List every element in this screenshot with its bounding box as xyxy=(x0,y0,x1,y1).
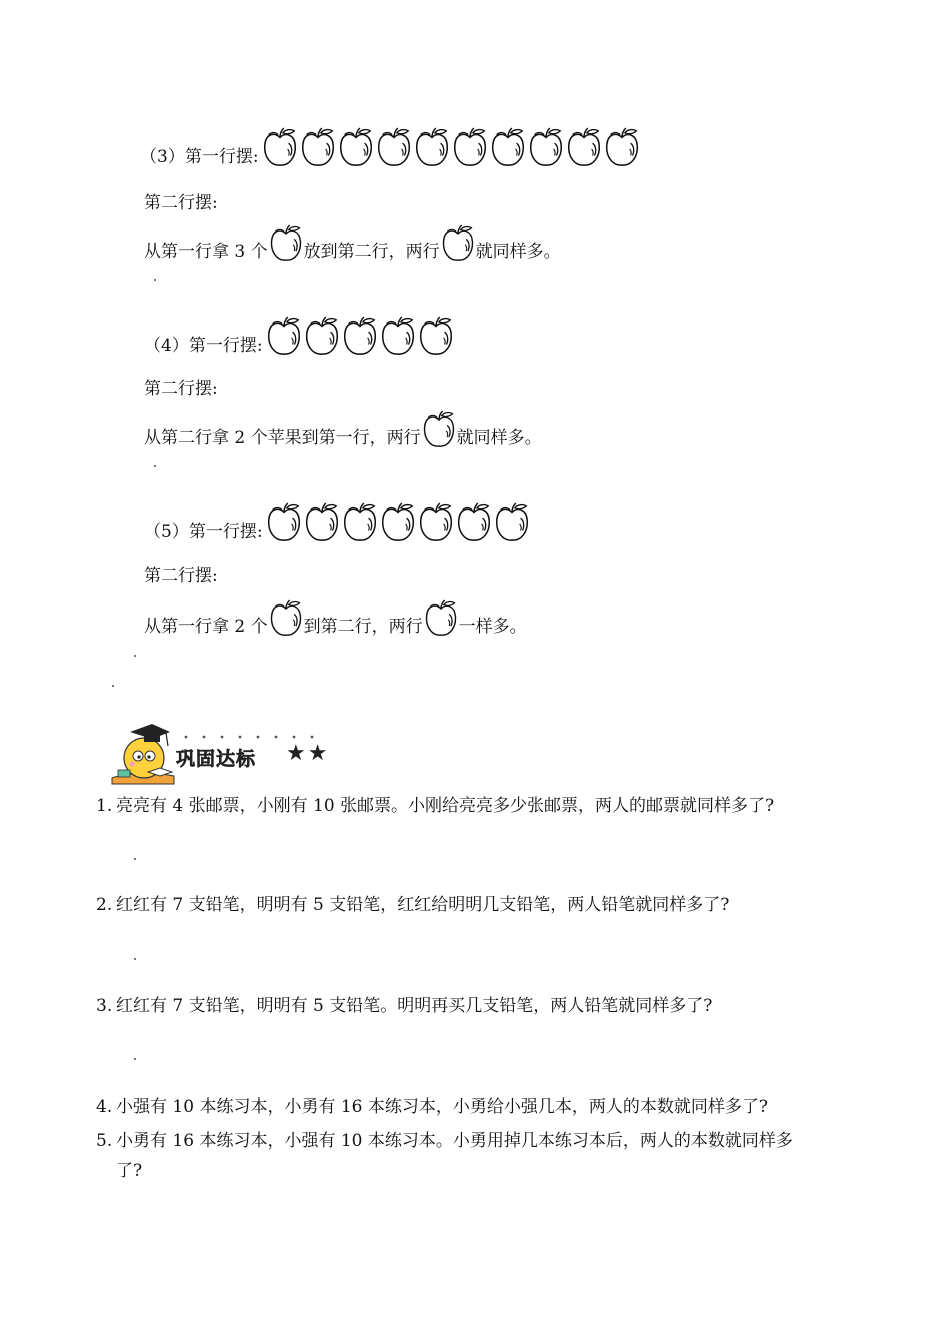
instruction-text: 到第二行，两行 xyxy=(303,617,423,637)
question-3 xyxy=(96,991,712,1021)
apple-icon xyxy=(299,126,337,168)
exercise-4-row1 xyxy=(144,313,455,357)
question-text: 亮亮有 4 张邮票，小刚有 10 张邮票。小刚给亮亮多少张邮票，两人的邮票就同样多了? xyxy=(116,796,775,816)
instruction-text: 就同样多。 xyxy=(475,242,561,262)
instruction-text: 从第一行拿 2 个 xyxy=(144,617,268,637)
apple-icon xyxy=(603,126,641,168)
question-number: 3. xyxy=(96,996,113,1016)
question-number: 4. xyxy=(96,1097,113,1117)
apple-icon xyxy=(489,126,527,168)
exercise-5-row2-label: 第二行摆: xyxy=(144,566,218,586)
apple-icon xyxy=(265,501,303,543)
apple-icon xyxy=(417,501,455,543)
question-4 xyxy=(96,1092,768,1122)
exercise-5-row1 xyxy=(144,499,531,543)
apple-icon xyxy=(337,126,375,168)
instruction-text: 从第二行拿 2 个苹果到第一行，两行 xyxy=(144,428,421,448)
exercise-5-label: （5）第一行摆: xyxy=(144,522,263,542)
apple-icon xyxy=(417,315,455,357)
instruction-text: 从第一行拿 3 个 xyxy=(144,242,268,262)
question-1 xyxy=(96,791,774,821)
exercise-3-row1 xyxy=(140,124,641,168)
apple-icon xyxy=(421,409,457,449)
apple-icon xyxy=(413,126,451,168)
question-text: 小勇有 16 本练习本，小强有 10 本练习本。小勇用掉几本练习本后，两人的本数就同样多 xyxy=(116,1131,793,1151)
apple-icon xyxy=(268,223,304,263)
apple-icon xyxy=(451,126,489,168)
instruction-text: 一样多。 xyxy=(458,617,527,637)
exercise-5-instruction xyxy=(144,594,527,638)
exercise-4-label: （4）第一行摆: xyxy=(144,336,263,356)
apple-icon xyxy=(268,598,304,638)
apple-icon xyxy=(565,126,603,168)
question-text-continuation: 了? xyxy=(116,1161,143,1181)
question-number: 5. xyxy=(96,1131,113,1151)
apple-icon xyxy=(375,126,413,168)
exercise-3-label: （3）第一行摆: xyxy=(140,147,259,167)
apple-icon xyxy=(341,501,379,543)
exercise-3-instruction xyxy=(144,219,561,263)
instruction-text: 就同样多。 xyxy=(456,428,542,448)
apple-icon xyxy=(303,315,341,357)
question-text: 红红有 7 支铅笔，明明有 5 支铅笔。明明再买几支铅笔，两人铅笔就同样多了? xyxy=(116,996,713,1016)
exercise-3-row2-label: 第二行摆: xyxy=(144,193,218,213)
section-title: 巩固达标 xyxy=(176,748,257,770)
apple-icon xyxy=(493,501,531,543)
apple-icon xyxy=(455,501,493,543)
exercise-3-apples xyxy=(261,126,641,168)
question-number: 2. xyxy=(96,895,113,915)
exercise-4-apples xyxy=(265,315,455,357)
question-number: 1. xyxy=(96,796,113,816)
question-text: 红红有 7 支铅笔，明明有 5 支铅笔，红红给明明几支铅笔，两人铅笔就同样多了? xyxy=(116,895,730,915)
apple-icon xyxy=(423,598,459,638)
apple-icon xyxy=(265,315,303,357)
exercise-5-apples xyxy=(265,501,531,543)
apple-icon xyxy=(303,501,341,543)
apple-icon xyxy=(379,315,417,357)
apple-icon xyxy=(527,126,565,168)
exercise-4-instruction xyxy=(144,405,542,449)
question-2 xyxy=(96,890,729,920)
question-5 xyxy=(96,1126,793,1181)
instruction-text: 放到第二行，两行 xyxy=(303,242,440,262)
apple-icon xyxy=(341,315,379,357)
apple-icon xyxy=(261,126,299,168)
question-text: 小强有 10 本练习本，小勇有 16 本练习本，小勇给小强几本，两人的本数就同样多了? xyxy=(116,1097,768,1117)
exercise-4-row2-label: 第二行摆: xyxy=(144,379,218,399)
apple-icon xyxy=(440,223,476,263)
star-rating: ★★ xyxy=(286,741,330,766)
apple-icon xyxy=(379,501,417,543)
